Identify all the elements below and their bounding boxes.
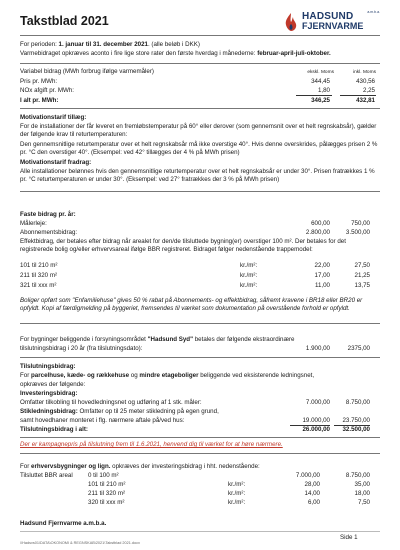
nox-excl: 1,80 (317, 87, 330, 94)
commercial-excl: 28,00 (304, 481, 320, 488)
commercial-area-label: Tilsluttet BBR areal (20, 472, 73, 479)
sum-line (340, 95, 376, 96)
col-incl-vat: inkl. Moms (353, 70, 376, 75)
effect-charge-text: Effektbidrag, der betales efter bidrag når arealet for den/de tilsluttede bygning(er) overstiger 100 m². Der betales for det registrerede bolig og/eller erhvervsareal ifølge BBR registreret. Bidraget følger nedenstående trappemodel: (20, 238, 346, 253)
subscription-label: Abonnementsbidrag: (20, 229, 78, 236)
commercial-line1: For erhvervsbygninger og lign. opkræves der investeringsbidrag i hht. nedenstående: (20, 463, 260, 470)
connection-line2: opkræves der følgende: (20, 381, 86, 388)
motiv-surcharge-example: Den gennemsnitlige returtemperatur over et helt regnskabsår må ikke overstige 40°. Hvis denne overskrides, pålægges prisen 2 % pr. °C den overstiger 40°. (Eksempel: ved 42° tillægges der 4 % på MWh prisen) (20, 141, 378, 156)
footer-divider (20, 531, 380, 532)
divider (20, 63, 380, 64)
motiv-deduction-text: Alle installationer belønnes hvis den gennemsnitlige returtemperatur over et helt regnskabsår er under 30°. Prisen fratrækkes 1 % pr. °C returtemperaturen er under 30°. (Eksempel: ved 27° fratrækkes der 3 % på MWh prisen) (20, 168, 375, 183)
commercial-excl: 7.000,00 (295, 472, 320, 479)
motiv-deduction-heading: Motivationstarif fradrag: (20, 159, 92, 166)
investment-text: Omfatter tilkobling til hovedledningsnet og udføring af 1 stk. måler: (20, 399, 202, 406)
motiv-surcharge-heading: Motivationstarif tillæg: (20, 114, 87, 121)
step-incl: 13,75 (354, 282, 370, 289)
step-excl: 11,00 (314, 282, 330, 289)
commercial-range: 101 til 210 m² (88, 481, 126, 488)
divider (20, 323, 380, 324)
step-excl: 17,00 (314, 272, 330, 279)
meter-rent-label: Målerleje: (20, 220, 47, 227)
hadsund-syd-text: For bygninger beliggende i forsyningsområdet "Hadsund Syd" betales der følgende ekstraordinære (20, 336, 295, 343)
commercial-incl: 8.750,00 (345, 472, 370, 479)
nox-label: NOx afgift pr. MWh: (20, 87, 74, 94)
commercial-range: 211 til 320 m² (88, 490, 126, 497)
commercial-incl: 35,00 (354, 481, 370, 488)
header-divider (20, 35, 380, 36)
service-line-excl: 19.000,00 (302, 417, 330, 424)
sum-line (296, 95, 332, 96)
page-number: Side 1 (340, 534, 358, 541)
divider (20, 357, 380, 358)
page-title: Takstblad 2021 (20, 14, 109, 28)
commercial-excl: 6,00 (307, 499, 320, 506)
step-excl: 22,00 (314, 262, 330, 269)
price-excl: 344,45 (311, 78, 330, 85)
service-line-text: Stikledningsbidrag: Omfatter op til 25 meter stikledning på egen grund, (20, 408, 219, 415)
investment-excl: 7.000,00 (305, 399, 330, 406)
logo-line-2: FJERNVARME (302, 21, 364, 31)
period-line: For perioden: 1. januar til 31. december 2021. (alle beløb i DKK) (20, 41, 200, 48)
service-line-incl: 23.750,00 (342, 417, 370, 424)
single-family-discount-note: Boliger opført som "Enfamiliehuse" gives 50 % rabat på Abonnements- og effektbidrag, såfremt kravene i BR18 eller BR20 er opfyldt. Kopi af færdigmelding på byggeriet, fremsendes til værket som dokumentation på overstående forhold er opfyldt. (20, 297, 363, 312)
step-incl: 21,25 (354, 272, 370, 279)
commercial-excl: 14,00 (304, 490, 320, 497)
logo-small-text: a.m.b.a. (367, 10, 380, 14)
price-incl: 430,56 (356, 78, 375, 85)
nox-incl: 2,25 (362, 87, 375, 94)
connection-line1: For parcelhuse, kæde- og rækkehuse og mindre etageboliger beliggende ved eksisterende ledningsnet, (20, 372, 315, 379)
subscription-excl: 2.800,00 (305, 229, 330, 236)
step-range: 101 til 210 m² (20, 262, 58, 269)
divider (20, 108, 380, 109)
step-incl: 27,50 (354, 262, 370, 269)
logo-line-1: HADSUND (302, 11, 354, 22)
file-path: \\Hadsvs01\DATA\OKONOMI & REGNSKAB\2021\Takstblad 2021.docx (20, 541, 140, 545)
service-line-text2: samt hovedhaner monteret i flg. nærmere aftale på/ved hus: (20, 417, 185, 424)
variable-heading: Variabel bidrag (MWh forbrug ifølge varmemåler) (20, 68, 154, 75)
commercial-incl: 18,00 (354, 490, 370, 497)
commercial-range: 320 til xxx m² (88, 499, 125, 506)
billing-line: Varmebidraget opkræves aconto i fire lige store rater den første hverdag i månederne: februar-april-juli-oktober. (20, 50, 331, 57)
connection-total-label: Tilslutningsbidrag i alt: (20, 426, 88, 433)
commercial-unit: kr./m²: (228, 490, 246, 497)
motiv-surcharge-text: For de installationer der får leveret en fremløbstemperatur på 60° eller derover (som gennemsnit over et helt regnskabsår), gælder der følgende krav til returtemperaturen: (20, 123, 377, 138)
divider (20, 437, 380, 438)
flame-icon (284, 12, 298, 32)
commercial-range: 0 til 100 m² (88, 472, 119, 479)
total-incl: 432,81 (356, 97, 375, 104)
hadsund-syd-incl: 2375,00 (347, 345, 370, 352)
step-unit: kr./m²: (240, 282, 258, 289)
step-range: 321 til xxx m² (20, 282, 57, 289)
subscription-incl: 3.500,00 (345, 229, 370, 236)
divider (20, 191, 380, 192)
commercial-incl: 7,50 (357, 499, 370, 506)
commercial-unit: kr./m²: (228, 481, 246, 488)
meter-rent-excl: 600,00 (311, 220, 330, 227)
meter-rent-incl: 750,00 (351, 220, 370, 227)
fixed-heading: Faste bidrag pr. år: (20, 211, 76, 218)
company-logo (284, 10, 380, 34)
commercial-unit: kr./m²: (228, 499, 246, 506)
total-per-mwh-label: I alt pr. MWh: (20, 97, 59, 104)
connection-heading: Tilslutningsbidrag: (20, 363, 76, 370)
step-range: 211 til 320 m² (20, 272, 58, 279)
hadsund-syd-excl: 1.900,00 (305, 345, 330, 352)
investment-incl: 8.750,00 (345, 399, 370, 406)
total-excl: 346,25 (311, 97, 330, 104)
footer-company: Hadsund Fjernvarme a.m.b.a. (20, 520, 107, 527)
hadsund-syd-line2: tilslutningsbidrag i 20 år (fra tilslutningsdato): (20, 345, 143, 352)
connection-total-excl: 26.000,00 (302, 426, 330, 433)
step-unit: kr./m²: (240, 262, 258, 269)
col-excl-vat: ekskl. Moms (307, 70, 334, 75)
investment-heading: Investeringsbidrag: (20, 390, 78, 397)
connection-total-incl: 32.500,00 (342, 426, 370, 433)
step-unit: kr./m²: (240, 272, 258, 279)
campaign-notice: Der er kampagnepris på tilslutning frem til 1.6.2021, henvend dig til værket for at høre nærmere. (20, 441, 283, 448)
divider (20, 453, 380, 454)
price-label: Pris pr. MWh: (20, 78, 58, 85)
